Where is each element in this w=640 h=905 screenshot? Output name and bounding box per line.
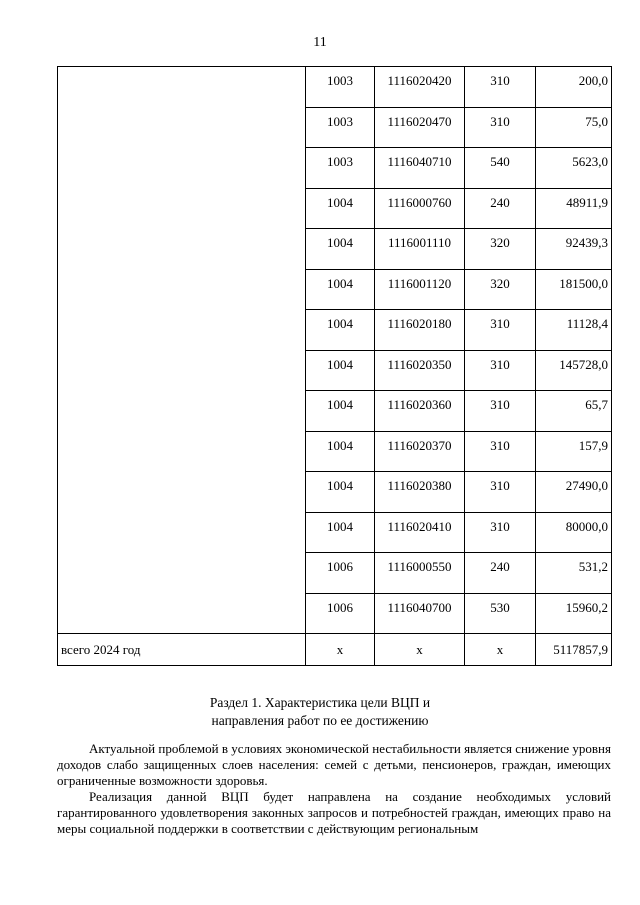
section-code-cell: 1006 [306,553,375,594]
paragraph-1: Актуальной проблемой в условиях экономической нестабильности является снижение уровня доходов слабо защищенных слоев населения: семей с детьми, пенсионеров, граждан, имеющих ограниченные возможности здоровья. [57,741,611,788]
section-code-cell: 1003 [306,67,375,108]
amount-cell: 92439,3 [536,229,612,270]
table-row [58,67,612,108]
amount-cell: 75,0 [536,107,612,148]
amount-cell: 531,2 [536,553,612,594]
expense-type-cell: 530 [465,593,536,634]
section-code-cell: 1003 [306,107,375,148]
expense-type-cell: 310 [465,310,536,351]
section-heading [0,694,640,730]
target-article-cell: 1116040710 [375,148,465,189]
total-placeholder-cell: х [375,634,465,666]
expense-type-cell: 310 [465,350,536,391]
target-article-cell: 1116020470 [375,107,465,148]
merged-empty-cell [58,67,306,634]
amount-cell: 157,9 [536,431,612,472]
total-label: всего 2024 год [58,634,306,666]
section-code-cell: 1004 [306,269,375,310]
section-heading-line-1: Раздел 1. Характеристика цели ВЦП и [209,695,431,710]
expense-type-cell: 540 [465,148,536,189]
amount-cell: 65,7 [536,391,612,432]
amount-cell: 80000,0 [536,512,612,553]
amount-cell: 11128,4 [536,310,612,351]
section-body [57,741,611,837]
target-article-cell: 1116001110 [375,229,465,270]
expense-type-cell: 310 [465,391,536,432]
section-code-cell: 1004 [306,310,375,351]
target-article-cell: 1116020180 [375,310,465,351]
section-code-cell: 1004 [306,512,375,553]
total-row [58,634,612,666]
target-article-cell: 1116020360 [375,391,465,432]
target-article-cell: 1116020410 [375,512,465,553]
target-article-cell: 1116020420 [375,67,465,108]
expense-type-cell: 240 [465,553,536,594]
amount-cell: 27490,0 [536,472,612,513]
expense-type-cell: 240 [465,188,536,229]
section-heading-line-2: направления работ по ее достижению [211,713,429,728]
total-placeholder-cell: х [306,634,375,666]
target-article-cell: 1116000550 [375,553,465,594]
expense-type-cell: 310 [465,431,536,472]
amount-cell: 15960,2 [536,593,612,634]
target-article-cell: 1116040700 [375,593,465,634]
expense-type-cell: 310 [465,512,536,553]
amount-cell: 200,0 [536,67,612,108]
target-article-cell: 1116020350 [375,350,465,391]
expense-type-cell: 310 [465,107,536,148]
section-code-cell: 1004 [306,188,375,229]
expense-type-cell: 320 [465,269,536,310]
page-number: 11 [313,35,327,50]
section-code-cell: 1004 [306,391,375,432]
section-code-cell: 1004 [306,472,375,513]
expense-type-cell: 320 [465,229,536,270]
amount-cell: 5623,0 [536,148,612,189]
budget-table-body [58,67,612,666]
expense-type-cell: 310 [465,67,536,108]
total-amount-cell: 5117857,9 [536,634,612,666]
section-code-cell: 1003 [306,148,375,189]
section-code-cell: 1004 [306,431,375,472]
section-code-cell: 1006 [306,593,375,634]
target-article-cell: 1116020370 [375,431,465,472]
section-code-cell: 1004 [306,350,375,391]
section-code-cell: 1004 [306,229,375,270]
budget-table [57,66,612,666]
amount-cell: 145728,0 [536,350,612,391]
expense-type-cell: 310 [465,472,536,513]
target-article-cell: 1116000760 [375,188,465,229]
paragraph-2: Реализация данной ВЦП будет направлена на создание необходимых условий гарантированного удовлетворения законных запросов и потребностей граждан, имеющих право на меры социальной поддержки в соответствии с действующим региональным [57,789,611,836]
amount-cell: 181500,0 [536,269,612,310]
target-article-cell: 1116020380 [375,472,465,513]
target-article-cell: 1116001120 [375,269,465,310]
amount-cell: 48911,9 [536,188,612,229]
total-placeholder-cell: х [465,634,536,666]
